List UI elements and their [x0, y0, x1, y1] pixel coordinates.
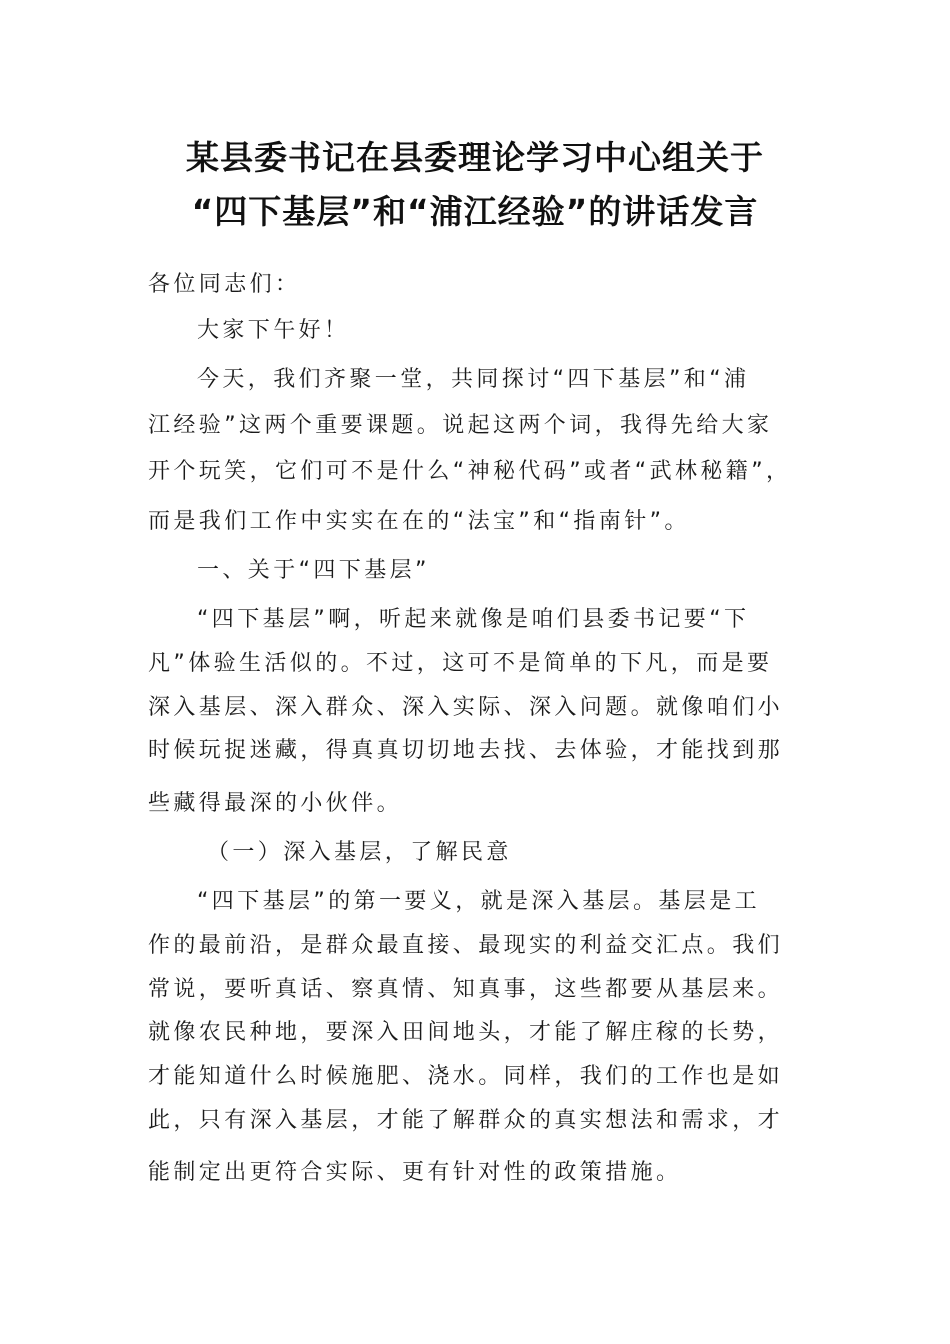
section1-line: 凡”体验生活似的。不过，这可不是简单的下凡，而是要 — [148, 651, 773, 676]
intro-line: 而是我们工作中实实在在的“法宝”和“指南针”。 — [148, 509, 690, 534]
subsection1-line: 能制定出更符合实际、更有针对性的政策措施。 — [148, 1160, 682, 1185]
document-title-line-2: “四下基层”和“浦江经验”的讲话发言 — [191, 192, 759, 231]
section1-line: 深入基层、深入群众、深入实际、深入问题。就像咱们小 — [148, 695, 784, 720]
subsection1-line: 就像农民种地，要深入田间地头，才能了解庄稼的长势， — [148, 1020, 784, 1045]
subsection1-line: 此，只有深入基层，才能了解群众的真实想法和需求，才 — [148, 1108, 784, 1133]
intro-line: 开个玩笑，它们可不是什么“神秘代码”或者“武林秘籍”， — [148, 459, 792, 484]
subsection1-line: 才能知道什么时候施肥、浇水。同样，我们的工作也是如 — [148, 1064, 784, 1089]
subsection1-line: “四下基层”的第一要义，就是深入基层。基层是工 — [197, 889, 760, 914]
salutation: 各位同志们： — [148, 272, 301, 297]
document-title-line-1: 某县委书记在县委理论学习中心组关于 — [186, 138, 764, 177]
greeting: 大家下午好！ — [197, 318, 350, 343]
section1-line: 时候玩捉迷藏，得真真切切地去找、去体验，才能找到那 — [148, 738, 784, 763]
section-heading: 一、关于“四下基层” — [197, 558, 430, 583]
intro-line: 今天，我们齐聚一堂，共同探讨“四下基层”和“浦 — [197, 367, 750, 392]
section1-line: 些藏得最深的小伙伴。 — [148, 791, 403, 816]
subsection-heading: （一）深入基层，了解民意 — [207, 840, 512, 865]
subsection1-line: 作的最前沿，是群众最直接、最现实的利益交汇点。我们 — [148, 933, 784, 958]
subsection1-line: 常说，要听真话、察真情、知真事，这些都要从基层来。 — [148, 977, 784, 1002]
intro-line: 江经验”这两个重要课题。说起这两个词，我得先给大家 — [148, 413, 773, 438]
section1-line: “四下基层”啊，听起来就像是咱们县委书记要“下 — [197, 607, 750, 632]
